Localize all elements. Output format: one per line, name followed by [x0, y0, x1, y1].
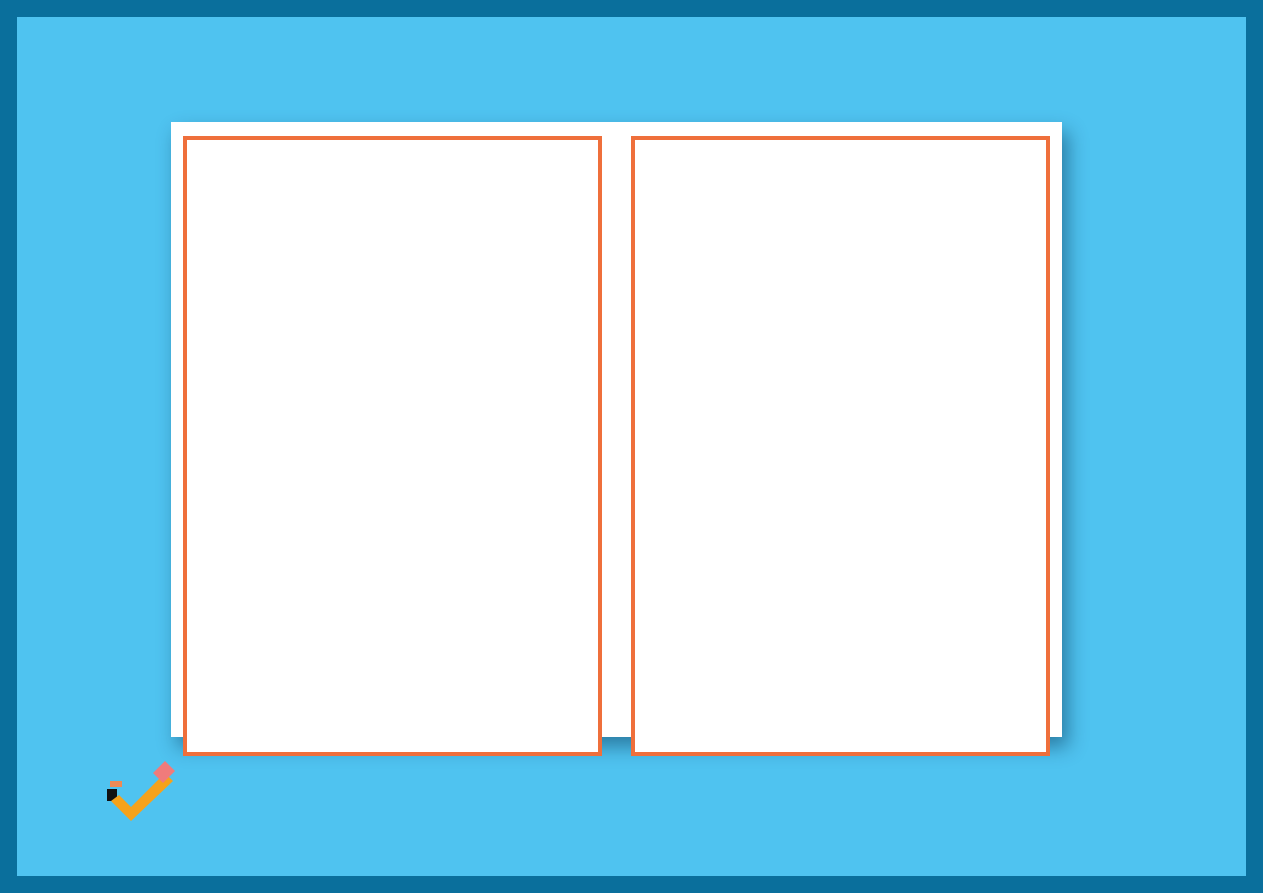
worksheet-preview	[171, 122, 1062, 737]
primary-maths-hub-logo	[47, 755, 247, 855]
worksheet-panel-right	[631, 136, 1050, 756]
background-frame	[17, 17, 1246, 876]
logo-symbols	[47, 755, 247, 821]
worksheet-panel-left	[183, 136, 602, 756]
checkmark-pencil-icon	[107, 761, 175, 821]
